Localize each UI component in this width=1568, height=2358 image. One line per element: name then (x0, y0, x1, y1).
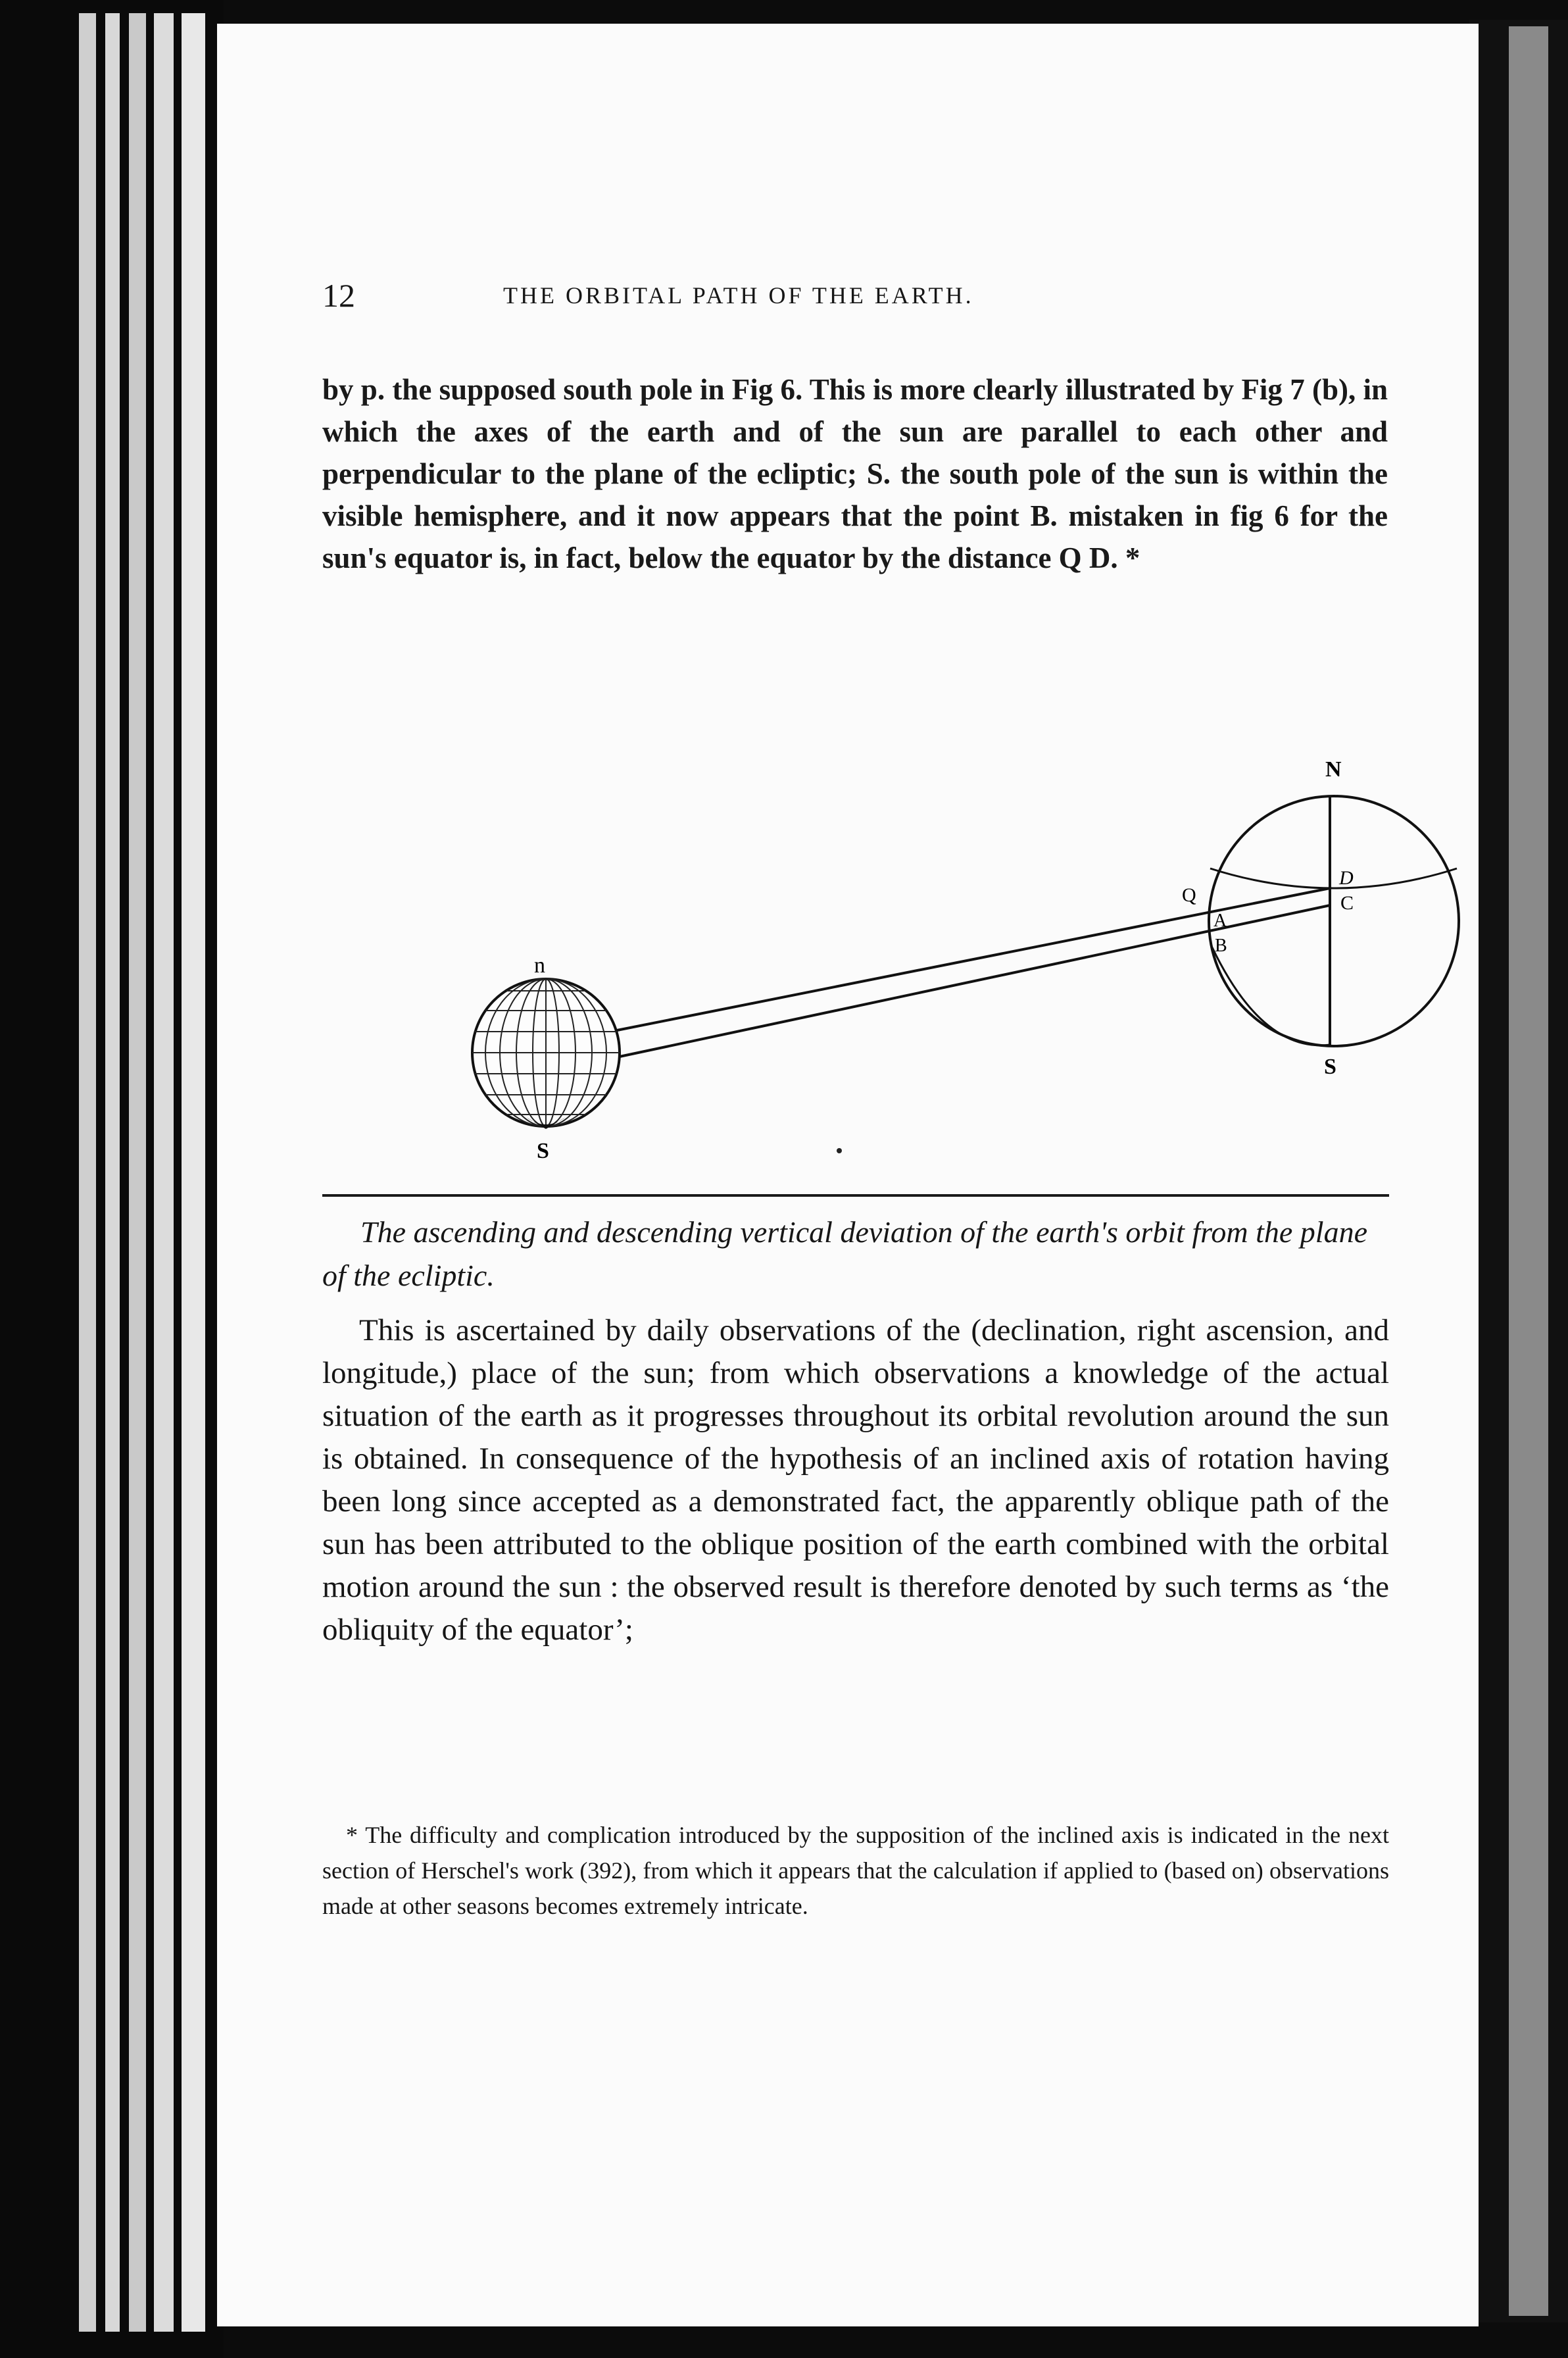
intro-paragraph-block (322, 368, 1388, 579)
earth-south-label: S (537, 1139, 549, 1163)
main-paragraph: This is ascertained by daily observations of the (declination, right ascension, and longitude,) place of the sun; from which observations a knowledge of the actual situation of the earth as it progresses throughout its orbital revolution around the sun is obtained. In consequence of the hypothesis of an inclined axis of rotation having been long since accepted as a demonstrated fact, the apparently oblique path of the sun has been attributed to the oblique position of the earth combined with the orbital motion around the sun : the observed result is therefore denoted by such terms as ‘the obliquity of the equator’; (322, 1313, 1389, 1647)
print-speck (837, 1148, 842, 1153)
sun-north-label: N (1325, 757, 1342, 782)
orbit-figure (441, 737, 1506, 1184)
page-number: 12 (322, 277, 355, 314)
earth-globe (472, 979, 620, 1129)
page-edge-strip (105, 13, 120, 2332)
footnote: * The difficulty and complication introduced by the supposition of the inclined axis is indicated in the next section of Herschel's work (392), from which it appears that the calculation if applied to (based on) observations made at other seasons becomes extremely intricate. (322, 1822, 1389, 1919)
orbit-upper-line (617, 888, 1330, 1030)
book-page-edges (0, 0, 224, 2358)
section-rule (322, 1194, 1389, 1197)
sun-c-label: C (1340, 892, 1354, 914)
intro-paragraph: by p. the supposed south pole in Fig 6. This is more clearly illustrated by Fig 7 (b), in which the axes of the earth and of the sun are parallel to each other and perpendicular to the plane of the ecliptic; S. the south pole of the sun is within the visible hemisphere, and it now appears that the point B. mistaken in fig 6 for the sun's equator is, in fact, below the equator by the distance Q D. * (322, 373, 1388, 574)
sun-d-label: D (1339, 867, 1354, 889)
page-edge-strip (79, 13, 96, 2332)
page-edge-strip (182, 13, 205, 2332)
running-title: THE ORBITAL PATH OF THE EARTH. (503, 282, 974, 309)
page-edge-strip (154, 13, 174, 2332)
page-edge-strip (129, 13, 146, 2332)
earth-north-label: n (534, 953, 545, 978)
sun-b-label: B (1215, 936, 1227, 956)
sun-disk (1209, 796, 1459, 1046)
sun-south-label: S (1324, 1055, 1336, 1079)
orbit-diagram (441, 737, 1506, 1184)
section-heading: The ascending and descending vertical deviation of the earth's orbit from the plane of the ecliptic. (322, 1215, 1367, 1292)
running-head (322, 276, 1388, 329)
sun-q-label: Q (1182, 884, 1196, 906)
sun-a-label: A (1213, 911, 1227, 931)
facing-page-sliver (1509, 26, 1548, 2316)
